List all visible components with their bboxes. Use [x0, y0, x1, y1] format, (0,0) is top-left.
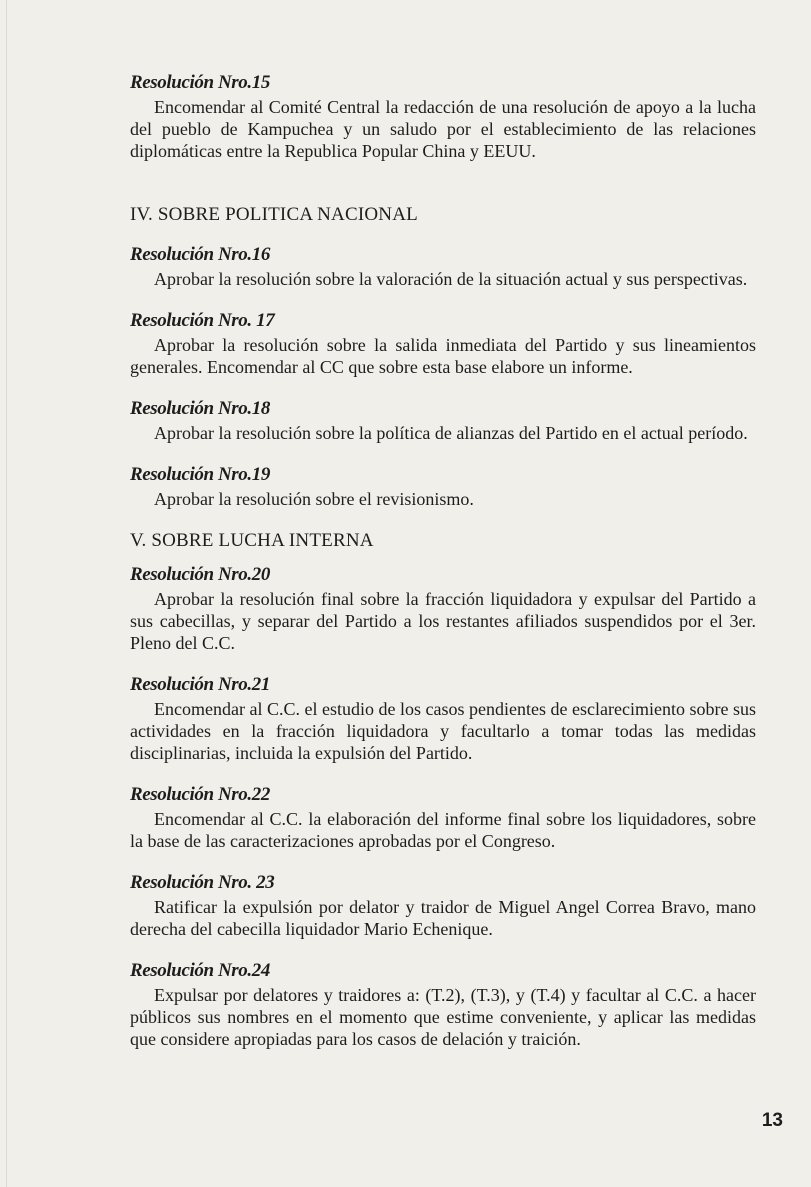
- page-edge: [6, 0, 7, 1187]
- resolution-text: Expulsar por delatores y traidores a: (T.2), (T.3), y (T.4) y facultar al C.C. a hacer públicos sus nombres en el momento que estime conveniente, y aplicar las medidas que considere apropiadas para los casos de delación y traición.: [130, 985, 756, 1049]
- resolution-17: [130, 310, 756, 378]
- resolution-text: Encomendar al Comité Central la redacción de una resolución de apoyo a la lucha del pueblo de Kampuchea y un saludo por el establecimiento de las relaciones diplomáticas entre la Republica Popular China y EEUU.: [130, 97, 756, 161]
- resolution-title: Resolución Nro.24: [130, 960, 270, 981]
- resolution-text: Encomendar al C.C. la elaboración del informe final sobre los liquidadores, sobre la base de las caracterizaciones aprobadas por el Congreso.: [130, 809, 756, 851]
- resolution-title: Resolución Nro.19: [130, 464, 270, 485]
- resolution-title: Resolución Nro.18: [130, 398, 270, 419]
- resolution-19: [130, 464, 756, 510]
- section-title-iv: IV. SOBRE POLITICA NACIONAL: [130, 204, 418, 225]
- resolution-20: [130, 564, 756, 654]
- document-page: [130, 72, 756, 1070]
- resolution-15: [130, 72, 756, 162]
- resolution-title: Resolución Nro.15: [130, 72, 270, 93]
- resolution-title: Resolución Nro.21: [130, 674, 270, 695]
- resolution-text: Ratificar la expulsión por delator y traidor de Miguel Angel Correa Bravo, mano derecha del cabecilla liquidador Mario Echenique.: [130, 897, 756, 939]
- resolution-18: [130, 398, 756, 444]
- resolution-text: Encomendar al C.C. el estudio de los casos pendientes de esclarecimiento sobre sus actividades en la fracción liquidadora y facultarlo a tomar todas las medidas disciplinarias, incluida la expulsión del Partido.: [130, 699, 756, 763]
- resolution-text: Aprobar la resolución sobre la valoración de la situación actual y sus perspectivas.: [154, 269, 748, 289]
- resolution-text: Aprobar la resolución sobre el revisionismo.: [154, 489, 474, 509]
- resolution-text: Aprobar la resolución sobre la salida inmediata del Partido y sus lineamientos generales. Encomendar al CC que sobre esta base elabore un informe.: [130, 335, 756, 377]
- resolution-title: Resolución Nro.16: [130, 244, 270, 265]
- resolution-23: [130, 872, 756, 940]
- section-title-v: V. SOBRE LUCHA INTERNA: [130, 530, 374, 551]
- resolution-text: Aprobar la resolución sobre la política de alianzas del Partido en el actual período.: [154, 423, 748, 443]
- resolution-21: [130, 674, 756, 764]
- resolution-title: Resolución Nro. 17: [130, 310, 275, 331]
- resolution-22: [130, 784, 756, 852]
- resolution-title: Resolución Nro.22: [130, 784, 270, 805]
- resolution-title: Resolución Nro. 23: [130, 872, 275, 893]
- resolution-16: [130, 244, 756, 290]
- resolution-text: Aprobar la resolución final sobre la fracción liquidadora y expulsar del Partido a sus cabecillas, y separar del Partido a los restantes afiliados suspendidos por el 3er. Pleno del C.C.: [130, 589, 756, 653]
- resolution-title: Resolución Nro.20: [130, 564, 270, 585]
- resolution-24: [130, 960, 756, 1050]
- page-number: 13: [761, 1110, 783, 1131]
